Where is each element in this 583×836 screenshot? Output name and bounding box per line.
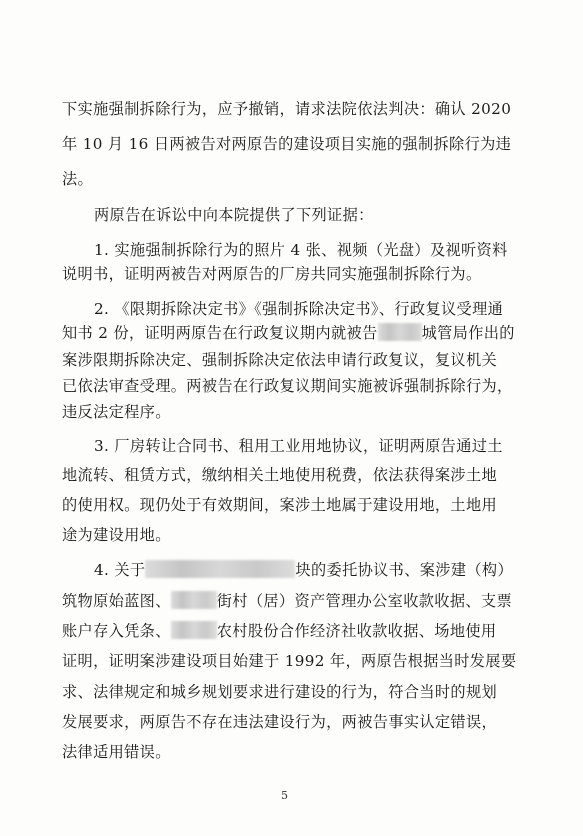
text-line (62, 591, 512, 611)
text-line: 1. 实施强制拆除行为的照片 4 张、视频（光盘）及视听资料 (94, 241, 508, 259)
redaction-mark (171, 621, 217, 639)
text-line: 法。 (62, 170, 94, 188)
text-segment: 账户存入凭条、 (62, 622, 171, 640)
text-segment: 筑物原始蓝图、 (62, 592, 171, 610)
redaction-mark (145, 560, 295, 578)
text-line: 途为建设用地。 (62, 526, 171, 544)
text-segment: 知书 2 份，证明两原告在行政复议期内就被告 (62, 324, 378, 342)
text-line: 证明，证明案涉建设项目始建于 1992 年，两原告根据当时发展要 (62, 652, 517, 670)
text-segment: 城管局作出的 (421, 324, 515, 342)
text-segment: 街村（居）资产管理办公室收款收据、支票 (216, 592, 512, 610)
text-line: 的使用权。现仍处于有效期间，案涉土地属于建设用地，土地用 (62, 496, 498, 514)
text-segment: 农村股份合作经济社收款收据、场地使用 (216, 622, 497, 640)
text-line: 3. 厂房转让合同书、租用工业用地协议，证明两原告通过土 (94, 437, 503, 455)
text-line: 案涉限期拆除决定、强制拆除决定依法申请行政复议，复议机关 (62, 351, 498, 369)
text-line (62, 621, 496, 641)
page-number: 5 (281, 789, 288, 802)
text-line: 说明书，证明两被告对两原告的厂房共同实施强制拆除行为。 (62, 265, 482, 283)
text-line: 2. 《限期拆除决定书》《强制拆除决定书》、行政复议受理通 (94, 300, 504, 318)
text-segment: 块的委托协议书、案涉建（构） (295, 561, 513, 579)
text-segment: 4. 关于 (94, 561, 146, 579)
redaction-mark (171, 591, 217, 609)
text-line: 已依法审查受理。两被告在行政复议期间实施被诉强制拆除行为， (62, 377, 513, 395)
text-line: 违反法定程序。 (62, 403, 171, 421)
redaction-mark (378, 323, 422, 341)
text-line: 发展要求，两原告不存在违法建设行为，两被告事实认定错误， (62, 713, 498, 731)
text-line (62, 323, 515, 343)
text-line: 年 10 月 16 日两被告对两原告的建设项目实施的强制拆除行为违 (62, 135, 512, 153)
text-line (94, 560, 513, 580)
text-line: 求、法律规定和城乡规划要求进行建设的行为，符合当时的规划 (62, 683, 498, 701)
text-line: 下实施强制拆除行为，应予撤销，请求法院依法判决：确认 2020 (62, 100, 512, 118)
text-line: 地流转、租赁方式，缴纳相关土地使用税费，依法获得案涉土地 (62, 466, 498, 484)
text-line: 两原告在诉讼中向本院提供了下列证据： (94, 206, 374, 224)
text-line: 法律适用错误。 (62, 743, 171, 761)
